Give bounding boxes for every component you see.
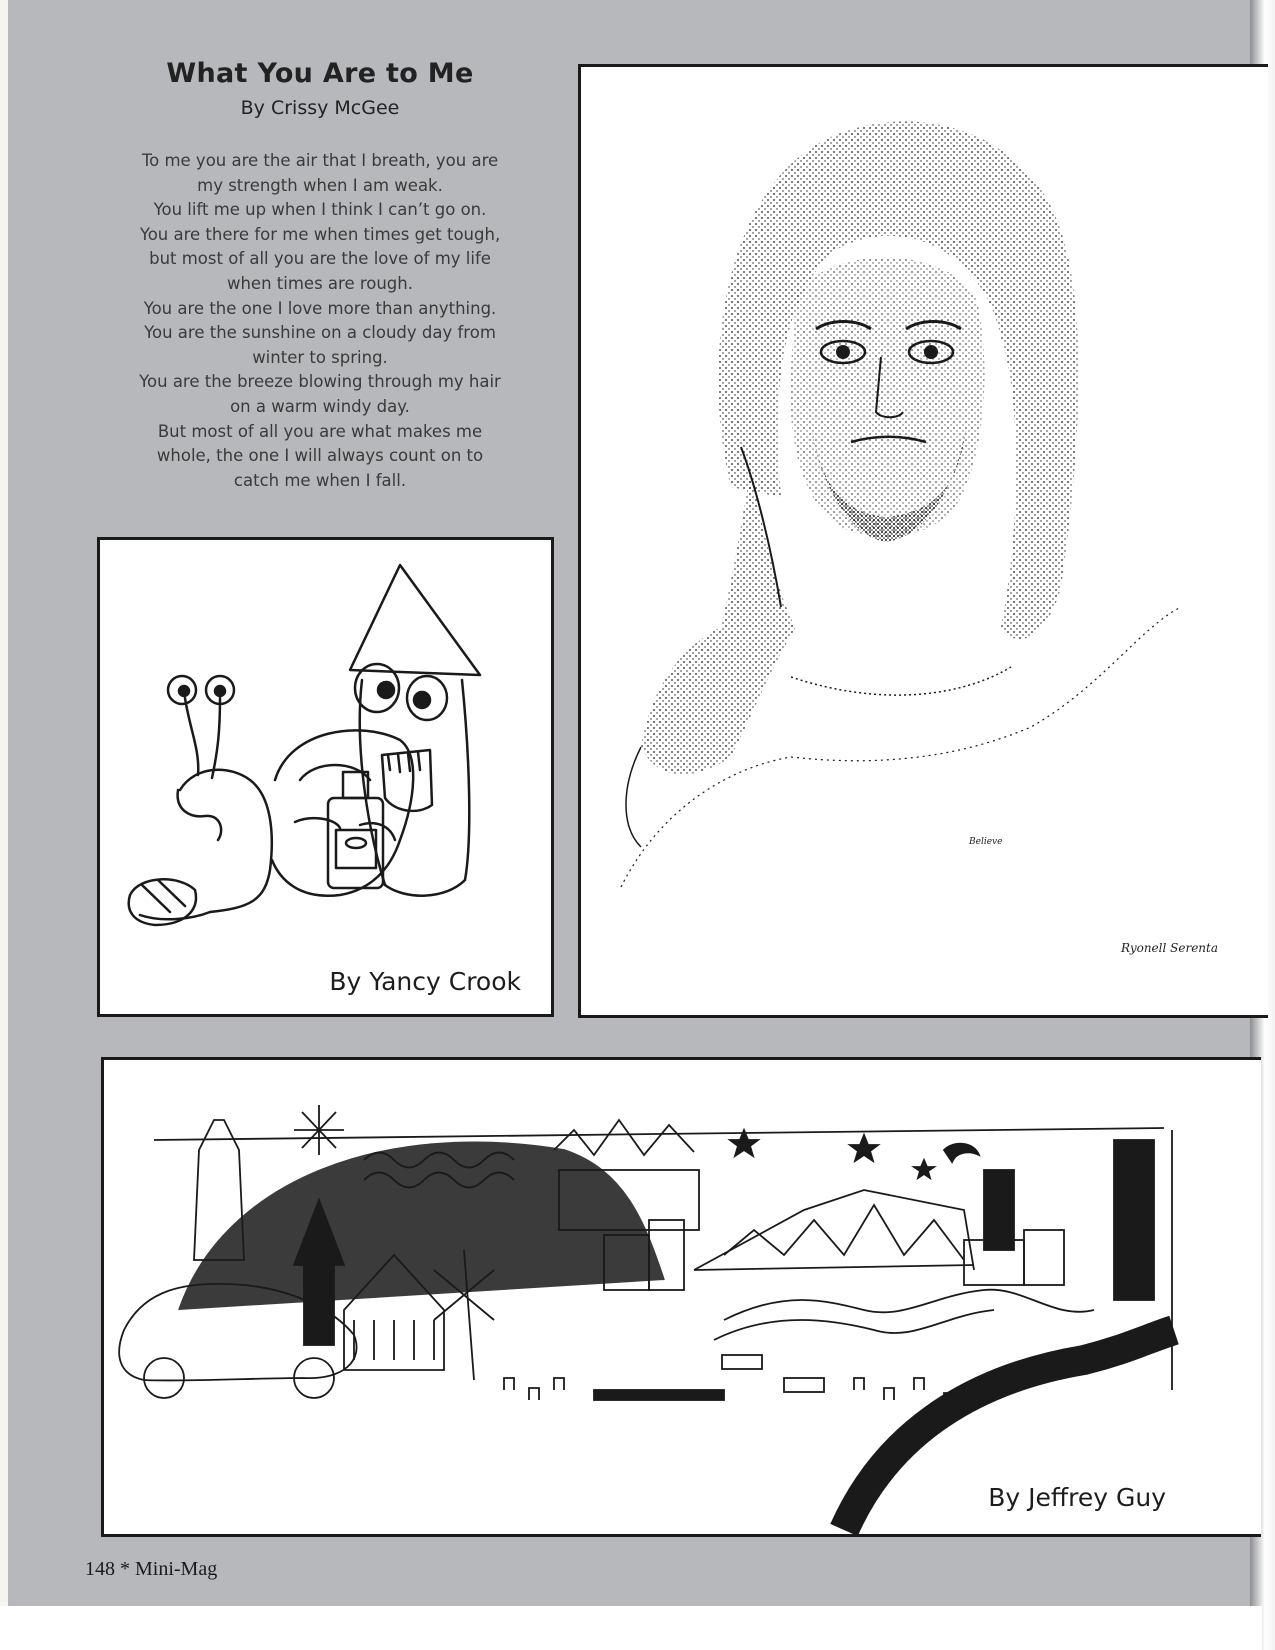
poem-line: when times are rough.	[226, 273, 413, 293]
portrait-caption: Believe	[969, 837, 1003, 847]
poem-line: You are the one I love more than anything.	[143, 298, 497, 318]
portrait-frame	[578, 64, 1268, 1018]
poem-line: winter to spring.	[252, 347, 388, 367]
snail-artist-credit: By Yancy Crook	[329, 967, 521, 996]
town-panorama-frame	[101, 1057, 1261, 1537]
poem-title: What You Are to Me	[166, 58, 474, 89]
poem-body	[85, 149, 555, 493]
snail-cartoon-frame	[97, 537, 554, 1017]
town-artist-credit: By Jeffrey Guy	[988, 1483, 1166, 1512]
poem-line: But most of all you are what makes me	[157, 421, 483, 441]
town-panorama-drawing	[104, 1060, 1261, 1534]
portrait-signature: Ryonell Serenta	[1121, 941, 1219, 955]
poem-author: By Crissy McGee	[240, 97, 400, 119]
poem-line: catch me when I fall.	[233, 470, 407, 490]
poem-block	[85, 58, 555, 493]
poem-line: You are there for me when times get tough,	[139, 224, 501, 244]
portrait-drawing	[581, 67, 1268, 1015]
poem-line: You are the breeze blowing through my hair	[139, 372, 501, 392]
poem-line: You are the sunshine on a cloudy day from	[144, 323, 496, 343]
page-bottom-margin	[0, 1606, 1262, 1650]
snail-cartoon-drawing	[100, 540, 551, 1014]
poem-line: my strength when I am weak.	[197, 175, 443, 195]
page-footer: 148 * Mini-Mag	[85, 1558, 218, 1580]
poem-line: but most of all you are the love of my life	[149, 249, 491, 269]
page-left-margin	[0, 0, 8, 1650]
poem-line: whole, the one I will always count on to	[156, 446, 484, 466]
poem-line: You lift me up when I think I can’t go on.	[153, 200, 487, 220]
poem-line: on a warm windy day.	[230, 396, 410, 416]
poem-line: To me you are the air that I breath, you are	[141, 151, 499, 170]
